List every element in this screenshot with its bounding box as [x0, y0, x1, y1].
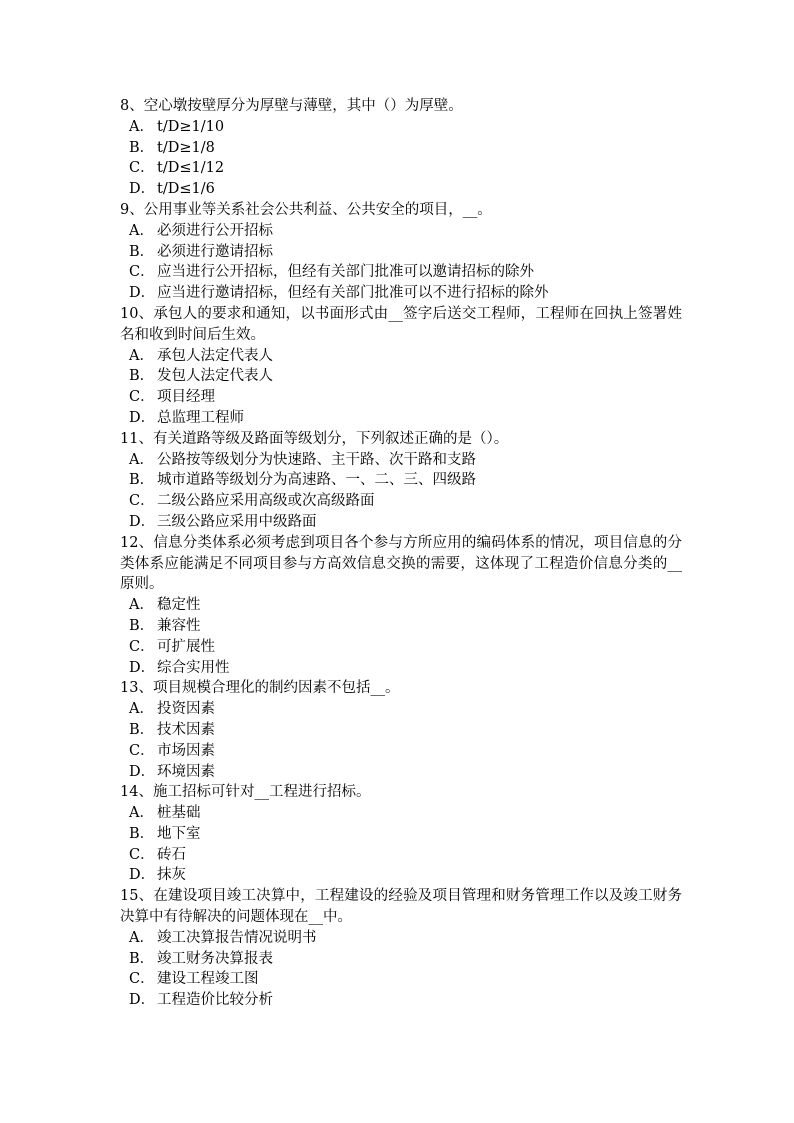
option-text: 地下室 — [157, 825, 201, 842]
option-letter: B． — [129, 950, 155, 967]
question-14 — [120, 782, 682, 886]
option-d — [120, 283, 682, 304]
option-d — [120, 658, 682, 679]
option-text: 抹灰 — [157, 867, 186, 884]
option-letter: C． — [129, 638, 155, 655]
option-text: 总监理工程师 — [157, 409, 244, 426]
question-8 — [120, 96, 682, 200]
option-text: 兼容性 — [157, 617, 201, 634]
question-15 — [120, 886, 682, 1011]
option-d — [120, 990, 682, 1011]
option-text: 必须进行邀请招标 — [157, 243, 273, 260]
question-13 — [120, 678, 682, 782]
option-letter: B． — [129, 825, 155, 842]
option-b — [120, 366, 682, 387]
option-b — [120, 616, 682, 637]
option-letter: B． — [129, 472, 155, 489]
question-stem: 15、在建设项目竣工决算中，工程建设的经验及项目管理和财务管理工作以及竣工财务决算中有待解决的问题体现在__中。 — [120, 888, 682, 926]
option-text: 市场因素 — [157, 742, 215, 759]
question-11 — [120, 429, 682, 533]
option-letter: B． — [129, 721, 155, 738]
option-b — [120, 138, 682, 159]
option-letter: B． — [129, 139, 155, 156]
question-stem: 12、信息分类体系必须考虑到项目各个参与方所应用的编码体系的情况，项目信息的分类体系应能满足不同项目参与方高效信息交换的需要，这体现了工程造价信息分类的__原则。 — [120, 534, 682, 593]
option-c — [120, 741, 682, 762]
option-letter: A． — [129, 701, 154, 718]
option-text: 稳定性 — [157, 597, 201, 614]
option-letter: C． — [129, 264, 155, 281]
option-letter: D． — [129, 992, 156, 1009]
option-text: 承包人法定代表人 — [157, 347, 273, 364]
option-text: 城市道路等级划分为高速路、一、二、三、四级路 — [157, 472, 476, 489]
option-text: t/D≥1/8 — [157, 139, 215, 156]
option-text: 建设工程竣工图 — [157, 971, 259, 988]
option-letter: D． — [129, 659, 156, 676]
option-letter: C． — [129, 389, 155, 406]
option-letter: C． — [129, 160, 155, 177]
option-text: 可扩展性 — [157, 638, 215, 655]
option-letter: A． — [129, 451, 154, 468]
option-d — [120, 762, 682, 783]
option-letter: C． — [129, 742, 155, 759]
option-b — [120, 242, 682, 263]
option-text: t/D≤1/12 — [157, 160, 225, 177]
option-letter: D． — [129, 867, 156, 884]
question-12 — [120, 533, 682, 679]
question-10 — [120, 304, 682, 429]
option-c — [120, 387, 682, 408]
question-stem: 11、有关道路等级及路面等级划分，下列叙述正确的是（）。 — [120, 430, 509, 447]
option-text: 三级公路应采用中级路面 — [157, 513, 317, 530]
option-letter: A． — [129, 929, 154, 946]
option-letter: B． — [129, 617, 155, 634]
option-text: 砖石 — [157, 846, 186, 863]
option-text: t/D≤1/6 — [157, 181, 215, 198]
option-c — [120, 158, 682, 179]
option-letter: C． — [129, 971, 155, 988]
option-c — [120, 262, 682, 283]
option-letter: D． — [129, 285, 156, 302]
question-stem: 13、项目规模合理化的制约因素不包括__。 — [120, 680, 400, 697]
option-text: t/D≥1/10 — [157, 118, 225, 135]
option-letter: A． — [129, 347, 154, 364]
option-text: 项目经理 — [157, 389, 215, 406]
question-list — [120, 96, 682, 1011]
option-a — [120, 450, 682, 471]
question-stem: 9、公用事业等关系社会公共利益、公共安全的项目，__。 — [120, 201, 492, 218]
option-text: 二级公路应采用高级或次高级路面 — [157, 493, 375, 510]
option-c — [120, 845, 682, 866]
option-letter: D． — [129, 763, 156, 780]
option-c — [120, 491, 682, 512]
option-text: 投资因素 — [157, 701, 215, 718]
option-a — [120, 221, 682, 242]
option-text: 必须进行公开招标 — [157, 222, 273, 239]
option-letter: A． — [129, 597, 154, 614]
option-d — [120, 408, 682, 429]
option-a — [120, 346, 682, 367]
option-letter: C． — [129, 493, 155, 510]
option-a — [120, 803, 682, 824]
option-b — [120, 720, 682, 741]
option-d — [120, 865, 682, 886]
option-a — [120, 595, 682, 616]
option-b — [120, 470, 682, 491]
option-text: 综合实用性 — [157, 659, 230, 676]
option-letter: B． — [129, 243, 155, 260]
option-text: 公路按等级划分为快速路、主干路、次干路和支路 — [157, 451, 476, 468]
option-d — [120, 512, 682, 533]
option-letter: C． — [129, 846, 155, 863]
option-letter: A． — [129, 118, 154, 135]
option-b — [120, 949, 682, 970]
option-a — [120, 699, 682, 720]
option-text: 应当进行邀请招标，但经有关部门批准可以不进行招标的除外 — [157, 285, 549, 302]
option-c — [120, 637, 682, 658]
option-letter: A． — [129, 222, 154, 239]
option-text: 发包人法定代表人 — [157, 368, 273, 385]
option-text: 技术因素 — [157, 721, 215, 738]
question-stem: 8、空心墩按壁厚分为厚壁与薄壁，其中（）为厚壁。 — [120, 98, 463, 114]
option-text: 应当进行公开招标，但经有关部门批准可以邀请招标的除外 — [157, 264, 534, 281]
option-letter: D． — [129, 513, 156, 530]
option-text: 竣工财务决算报表 — [157, 950, 273, 967]
option-a — [120, 928, 682, 949]
option-a — [120, 117, 682, 138]
option-text: 环境因素 — [157, 763, 215, 780]
question-stem: 14、施工招标可针对__工程进行招标。 — [120, 784, 371, 801]
option-letter: D． — [129, 409, 156, 426]
option-text: 竣工决算报告情况说明书 — [157, 929, 317, 946]
question-9 — [120, 200, 682, 304]
question-stem: 10、承包人的要求和通知，以书面形式由__签字后送交工程师，工程师在回执上签署姓名和收到时间后生效。 — [120, 305, 682, 343]
option-d — [120, 179, 682, 200]
option-c — [120, 969, 682, 990]
option-text: 工程造价比较分析 — [157, 992, 273, 1009]
option-letter: A． — [129, 805, 154, 822]
option-letter: B． — [129, 368, 155, 385]
option-text: 桩基础 — [157, 805, 201, 822]
option-letter: D． — [129, 181, 156, 198]
option-b — [120, 824, 682, 845]
